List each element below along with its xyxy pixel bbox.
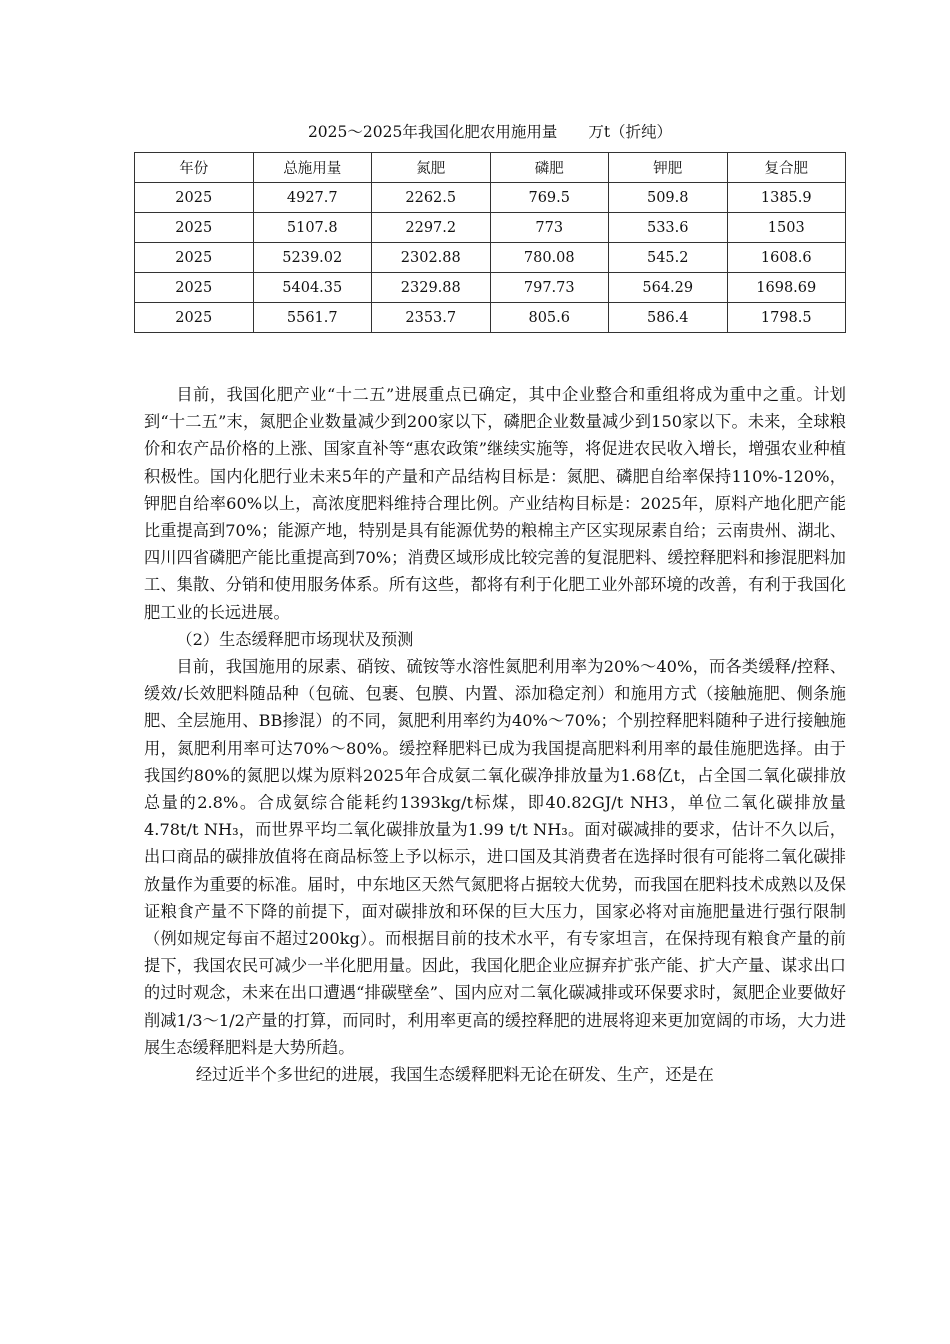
table-cell: 1608.6 [727, 243, 846, 273]
table-row [135, 183, 846, 213]
table-cell: 769.5 [490, 183, 609, 213]
table-row [135, 273, 846, 303]
paragraph-market-status: 目前，我国施用的尿素、硝铵、硫铵等水溶性氮肥利用率为20%～40%，而各类缓释/控释、缓效/长效肥料随品种（包硫、包裹、包膜、内置、添加稳定剂）和施用方式（接触施肥、侧条施肥、全层施用、BB掺混）的不同，氮肥利用率约为40%～70%；个别控释肥料随种子进行接触施用，氮肥利用率可达70%～80%。缓控释肥料已成为我国提高肥料利用率的最佳施肥选择。由于我国约80%的氮肥以煤为原料2025年合成氨二氧化碳净排放量为1.68亿t，占全国二氧化碳排放总量的2.8%。合成氨综合能耗约1393kg/t标煤，即40.82GJ/t NH3，单位二氧化碳排放量4.78t/t NH₃，而世界平均二氧化碳排放量为1.99 t/t NH₃。面对碳减排的要求，估计不久以后，出口商品的碳排放值将在商品标签上予以标示，进口国及其消费者在选择时很有可能将二氧化碳排放量作为重要的标准。届时，中东地区天然气氮肥将占据较大优势，而我国在肥料技术成熟以及保证粮食产量不下降的前提下，面对碳排放和环保的巨大压力，国家必将对亩施肥量进行强行限制（例如规定每亩不超过200kg）。而根据目前的技术水平，有专家坦言，在保持现有粮食产量的前提下，我国农民可减少一半化肥用量。因此，我国化肥企业应摒弃扩张产能、扩大产量、谋求出口的过时观念，未来在出口遭遇“排碳壁垒”、国内应对二氧化碳减排或环保要求时，氮肥企业要做好削减1/3～1/2产量的打算，而同时，利用率更高的缓控释肥的进展将迎来更加宽阔的市场，大力进展生态缓释肥料是大势所趋。 [144, 657, 846, 1057]
table-cell: 2302.88 [372, 243, 491, 273]
table-cell: 2025 [135, 183, 254, 213]
table-cell: 1798.5 [727, 303, 846, 333]
table-cell: 545.2 [609, 243, 728, 273]
table-cell: 1698.69 [727, 273, 846, 303]
table-row [135, 213, 846, 243]
table-cell: 780.08 [490, 243, 609, 273]
table-cell: 1385.9 [727, 183, 846, 213]
table-cell: 533.6 [609, 213, 728, 243]
header-total: 总施用量 [253, 153, 372, 183]
table-cell: 5107.8 [253, 213, 372, 243]
table-cell: 2329.88 [372, 273, 491, 303]
table-cell: 564.29 [609, 273, 728, 303]
header-potash: 钾肥 [609, 153, 728, 183]
table-cell: 2262.5 [372, 183, 491, 213]
table-cell: 797.73 [490, 273, 609, 303]
table-row [135, 243, 846, 273]
paragraph-development: 经过近半个多世纪的进展，我国生态缓释肥料无论在研发、生产，还是在 [195, 1065, 714, 1085]
table-cell: 586.4 [609, 303, 728, 333]
table-cell: 5404.35 [253, 273, 372, 303]
table-cell: 2025 [135, 303, 254, 333]
table-cell: 773 [490, 213, 609, 243]
header-compound: 复合肥 [727, 153, 846, 183]
section-heading: （2）生态缓释肥市场现状及预测 [176, 629, 414, 649]
table-cell: 5239.02 [253, 243, 372, 273]
table-cell: 5561.7 [253, 303, 372, 333]
header-phosphate: 磷肥 [490, 153, 609, 183]
table-cell: 2025 [135, 243, 254, 273]
header-year: 年份 [135, 153, 254, 183]
paragraph-industry-outlook: 目前，我国化肥产业“十二五”进展重点已确定，其中企业整合和重组将成为重中之重。计划到“十二五”末，氮肥企业数量减少到200家以下，磷肥企业数量减少到150家以下。未来，全球粮价和农产品价格的上涨、国家直补等“惠农政策”继续实施等，将促进农民收入增长，增强农业种植积极性。国内化肥行业未来5年的产量和产品结构目标是：氮肥、磷肥自给率保持110%-120%，钾肥自给率60%以上，高浓度肥料维持合理比例。产业结构目标是：2025年，原料产地化肥产能比重提高到70%；能源产地，特别是具有能源优势的粮棉主产区实现尿素自给；云南贵州、湖北、四川四省磷肥产能比重提高到70%；消费区域形成比较完善的复混肥料、缓控释肥料和掺混肥料加工、集散、分销和使用服务体系。所有这些，都将有利于化肥工业外部环境的改善，有利于我国化肥工业的长远进展。 [144, 385, 846, 622]
header-nitrogen: 氮肥 [372, 153, 491, 183]
table-cell: 4927.7 [253, 183, 372, 213]
table-cell: 805.6 [490, 303, 609, 333]
fertilizer-usage-table [134, 152, 846, 333]
table-header-row [135, 153, 846, 183]
table-cell: 509.8 [609, 183, 728, 213]
table-cell: 2025 [135, 213, 254, 243]
table-cell: 2353.7 [372, 303, 491, 333]
table-row [135, 303, 846, 333]
table-cell: 2025 [135, 273, 254, 303]
table-caption: 2025～2025年我国化肥农用施用量 万t（折纯） [307, 123, 673, 141]
body-text [144, 381, 846, 1088]
table-cell: 1503 [727, 213, 846, 243]
table-cell: 2297.2 [372, 213, 491, 243]
